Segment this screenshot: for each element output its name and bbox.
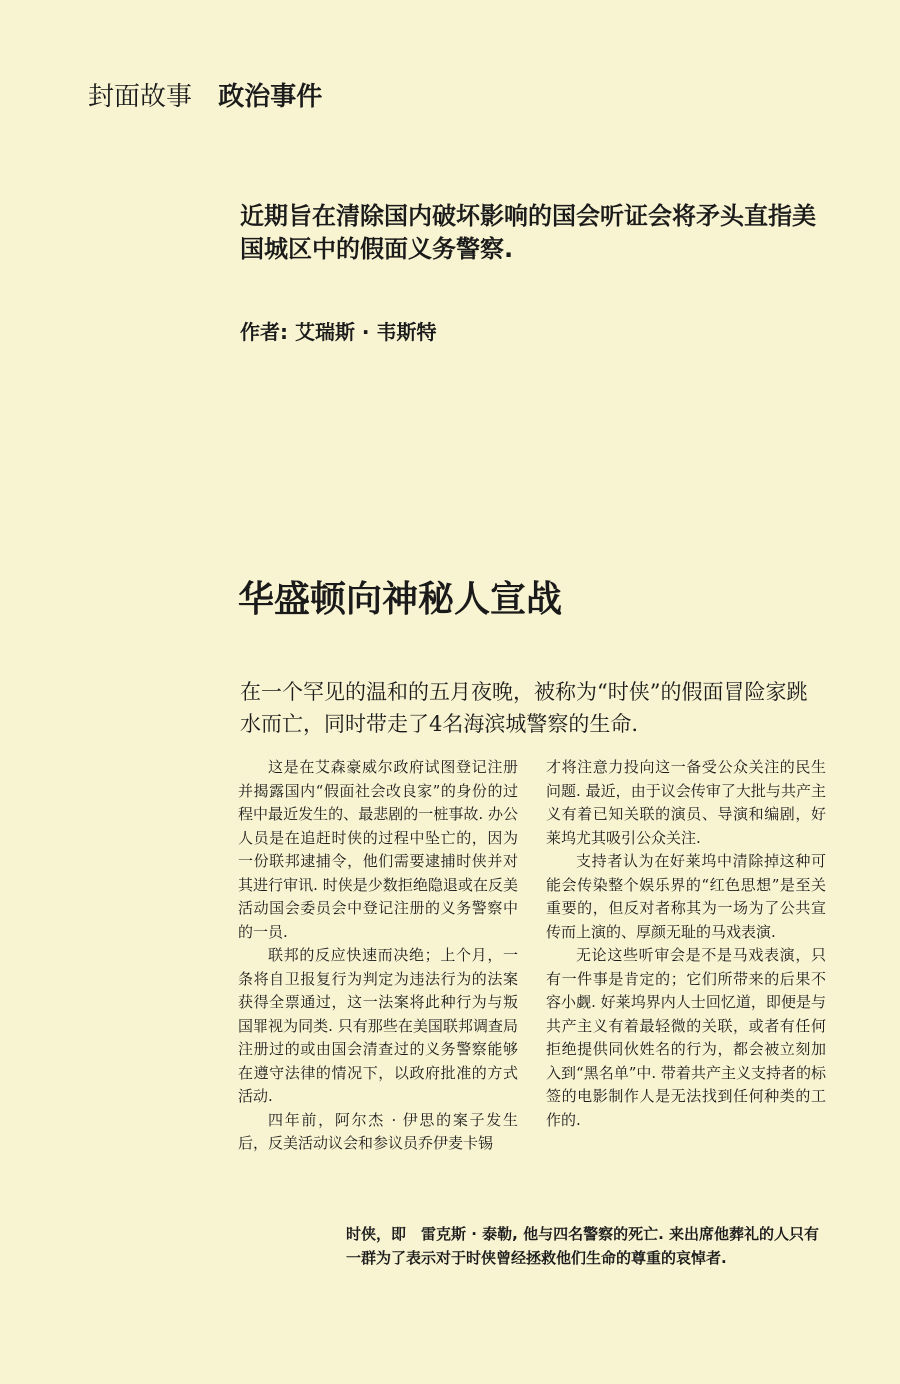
section-header xyxy=(88,80,322,114)
body-paragraph: 联邦的反应快速而决绝；上个月，一条将自卫报复行为判定为违法行为的法案获得全票通过，这一法案将此种行为与叛国罪视为同类. 只有那些在美国联邦调查局注册过的或由国会清查过的义务警察能够在遵守法律的情况下，以政府批准的方式活动. xyxy=(238,946,518,1105)
article-deck: 近期旨在清除国内破坏影响的国会听证会将矛头直指美国城区中的假面义务警察. xyxy=(240,202,816,263)
body-column-left xyxy=(238,756,518,1156)
body-paragraph: 无论这些听审会是不是马戏表演，只有一件事是肯定的；它们所带来的后果不容小觑. 好莱坞界内人士回忆道，即便是与共产主义有着最轻微的关联，或者有任何拒绝提供同伙姓名的行为，都会被立刻加入到“黑名单”中. 带着共产主义支持者的标签的电影制作人是无法找到任何种类的工作的. xyxy=(546,946,826,1129)
body-paragraph-continued: 才将注意力投向这一备受公众关注的民生问题. 最近，由于议会传审了大批与共产主义有着已知关联的演员、导演和编剧，好莱坞尤其吸引公众关注. xyxy=(546,758,826,847)
body-paragraph: 支持者认为在好莱坞中清除掉这种可能会传染整个娱乐界的“红色思想”是至关重要的，但反对者称其为一场为了公共宣传而上演的、厚颜无耻的马戏表演. xyxy=(546,852,826,941)
body-column-right xyxy=(546,756,826,1132)
article-byline: 作者: 艾瑞斯 · 韦斯特 xyxy=(240,320,437,344)
body-paragraph: 四年前，阿尔杰 · 伊思的案子发生后，反美活动议会和参议员乔伊麦卡锡 xyxy=(238,1110,518,1152)
section-topic: 政治事件 xyxy=(218,82,323,112)
section-label: 封面故事 xyxy=(88,82,193,112)
article-headline: 华盛顿向神秘人宣战 xyxy=(238,579,563,620)
photo-caption: 时侠，即 雷克斯 · 泰勒, 他与四名警察的死亡. 来出席他葬礼的人只有一群为了表示对于时侠曾经拯救他们生命的尊重的哀悼者. xyxy=(346,1225,819,1267)
article-lead: 在一个罕见的温和的五月夜晚，被称为“时侠”的假面冒险家跳水而亡，同时带走了4名海滨城警察的生命. xyxy=(240,680,808,736)
body-paragraph: 这是在艾森豪威尔政府试图登记注册并揭露国内“假面社会改良家”的身份的过程中最近发生的、最悲剧的一桩事故. 办公人员是在追赶时侠的过程中坠亡的，因为一份联邦逮捕令，他们需要逮捕时侠并对其进行审讯. 时侠是少数拒绝隐退或在反美活动国会委员会中登记注册的义务警察中的一员. xyxy=(238,758,518,941)
